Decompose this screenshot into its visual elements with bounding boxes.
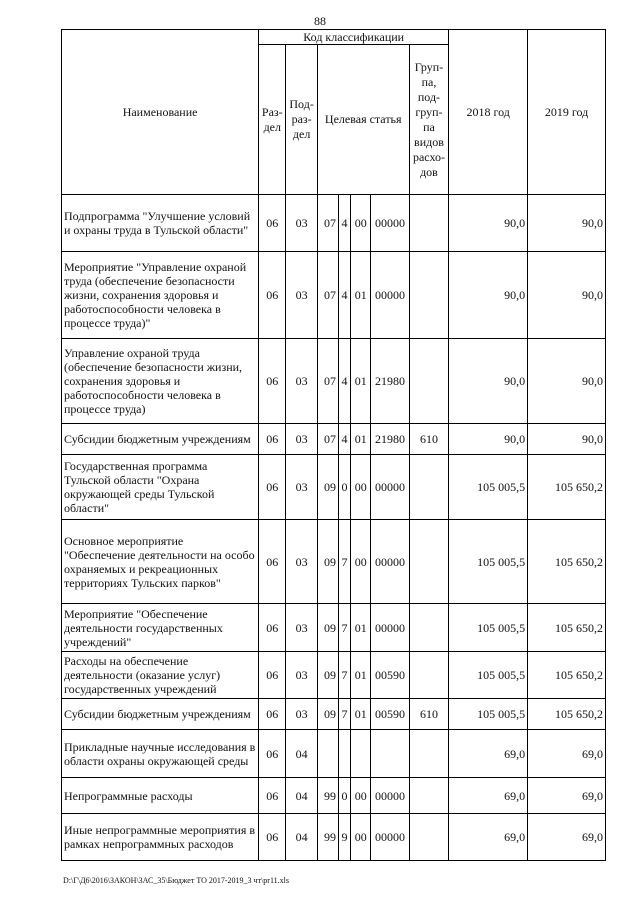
row-amount-2018: 90,0 <box>449 339 528 424</box>
row-razdel: 06 <box>259 652 286 699</box>
row-expense-group <box>409 814 448 861</box>
row-target-event: 01 <box>351 339 371 424</box>
row-name: Расходы на обеспечение деятельности (оказание услуг) государственных учреждений <box>62 652 259 699</box>
row-razdel: 06 <box>259 520 286 604</box>
row-name: Прикладные научные исследования в области охраны окружающей среды <box>62 730 259 778</box>
row-podrazdel: 03 <box>286 699 317 730</box>
row-target-direction: 00590 <box>371 699 409 730</box>
row-expense-group <box>409 339 448 424</box>
table-row <box>62 814 606 861</box>
row-name: Основное мероприятие "Обеспечение деятельности на особо охраняемых и рекреационных территориях Тульских парков" <box>62 520 259 604</box>
row-target-direction: 00000 <box>371 195 409 252</box>
row-target-event <box>351 730 371 778</box>
file-path-footer: D:\Г\Д6\2016\ЗАКОН\ЗАС_35\Бюджет ТО 2017-2019_3 чт\pr11.xls <box>63 876 289 885</box>
row-target-direction: 00000 <box>371 604 409 652</box>
row-target-program: 07 <box>317 424 338 455</box>
row-name: Государственная программа Тульской области "Охрана окружающей среды Тульской области" <box>62 455 259 520</box>
page-number: 88 <box>314 14 326 28</box>
row-target-program: 07 <box>317 339 338 424</box>
row-target-program: 09 <box>317 455 338 520</box>
row-razdel: 06 <box>259 455 286 520</box>
row-name: Мероприятие "Обеспечение деятельности государственных учреждений" <box>62 604 259 652</box>
table-row <box>62 195 606 252</box>
row-amount-2019: 69,0 <box>528 778 606 814</box>
row-podrazdel: 03 <box>286 252 317 339</box>
row-name: Управление охраной труда (обеспечение безопасности жизни, сохранения здоровья и работоспособности человека в процессе труда) <box>62 339 259 424</box>
row-name: Субсидии бюджетным учреждениям <box>62 699 259 730</box>
row-target-program: 09 <box>317 652 338 699</box>
row-target-event: 01 <box>351 652 371 699</box>
row-name: Иные непрограммные мероприятия в рамках непрограммных расходов <box>62 814 259 861</box>
row-target-program: 07 <box>317 252 338 339</box>
row-name: Непрограммные расходы <box>62 778 259 814</box>
row-amount-2018: 105 005,5 <box>449 455 528 520</box>
row-target-subprogram: 9 <box>338 814 350 861</box>
row-target-program: 99 <box>317 778 338 814</box>
row-amount-2018: 90,0 <box>449 424 528 455</box>
row-target-event: 00 <box>351 778 371 814</box>
row-name: Мероприятие "Управление охраной труда (обеспечение безопасности жизни, сохранения здоровья и работоспособности человека в процессе труда)" <box>62 252 259 339</box>
row-target-event: 01 <box>351 604 371 652</box>
row-expense-group <box>409 604 448 652</box>
row-expense-group <box>409 730 448 778</box>
row-podrazdel: 03 <box>286 604 317 652</box>
row-target-direction: 21980 <box>371 424 409 455</box>
row-target-event: 01 <box>351 252 371 339</box>
row-target-event: 01 <box>351 424 371 455</box>
row-expense-group <box>409 778 448 814</box>
row-target-program: 07 <box>317 195 338 252</box>
row-podrazdel: 03 <box>286 424 317 455</box>
row-target-program <box>317 730 338 778</box>
row-amount-2019: 69,0 <box>528 730 606 778</box>
row-amount-2019: 105 650,2 <box>528 699 606 730</box>
row-podrazdel: 04 <box>286 778 317 814</box>
row-target-program: 99 <box>317 814 338 861</box>
header-year-2018: 2018 год <box>449 30 528 195</box>
row-amount-2018: 90,0 <box>449 252 528 339</box>
row-amount-2019: 69,0 <box>528 814 606 861</box>
row-target-program: 09 <box>317 699 338 730</box>
header-expense-group: Груп- па, под- груп- па видов расхо- дов <box>409 45 448 195</box>
row-target-event: 00 <box>351 455 371 520</box>
row-amount-2019: 90,0 <box>528 195 606 252</box>
row-podrazdel: 03 <box>286 520 317 604</box>
row-target-direction: 00000 <box>371 252 409 339</box>
row-amount-2018: 69,0 <box>449 814 528 861</box>
row-target-direction <box>371 730 409 778</box>
row-amount-2019: 90,0 <box>528 339 606 424</box>
table-row <box>62 455 606 520</box>
row-podrazdel: 03 <box>286 652 317 699</box>
table-row <box>62 730 606 778</box>
row-target-subprogram: 0 <box>338 778 350 814</box>
row-target-subprogram: 7 <box>338 520 350 604</box>
row-target-subprogram: 4 <box>338 195 350 252</box>
table-row <box>62 252 606 339</box>
row-target-subprogram: 4 <box>338 339 350 424</box>
row-amount-2019: 105 650,2 <box>528 604 606 652</box>
row-expense-group <box>409 455 448 520</box>
row-razdel: 06 <box>259 424 286 455</box>
row-razdel: 06 <box>259 699 286 730</box>
row-name: Субсидии бюджетным учреждениям <box>62 424 259 455</box>
row-expense-group: 610 <box>409 699 448 730</box>
table-row <box>62 699 606 730</box>
row-razdel: 06 <box>259 339 286 424</box>
header-year-2019: 2019 год <box>528 30 606 195</box>
row-amount-2019: 105 650,2 <box>528 455 606 520</box>
table-row <box>62 424 606 455</box>
row-expense-group: 610 <box>409 424 448 455</box>
row-expense-group <box>409 520 448 604</box>
row-podrazdel: 03 <box>286 339 317 424</box>
row-target-subprogram: 7 <box>338 604 350 652</box>
row-razdel: 06 <box>259 195 286 252</box>
row-podrazdel: 04 <box>286 730 317 778</box>
row-target-subprogram: 7 <box>338 699 350 730</box>
row-target-direction: 00000 <box>371 814 409 861</box>
row-amount-2019: 90,0 <box>528 252 606 339</box>
row-podrazdel: 03 <box>286 195 317 252</box>
row-amount-2019: 105 650,2 <box>528 520 606 604</box>
row-razdel: 06 <box>259 604 286 652</box>
row-target-subprogram: 4 <box>338 424 350 455</box>
row-target-event: 00 <box>351 520 371 604</box>
row-target-program: 09 <box>317 520 338 604</box>
budget-table <box>61 29 606 861</box>
row-target-direction: 00000 <box>371 520 409 604</box>
row-podrazdel: 04 <box>286 814 317 861</box>
row-amount-2018: 69,0 <box>449 778 528 814</box>
row-amount-2019: 105 650,2 <box>528 652 606 699</box>
table-row <box>62 339 606 424</box>
header-name: Наименование <box>62 30 259 195</box>
header-razdel: Раз- дел <box>259 45 286 195</box>
row-razdel: 06 <box>259 252 286 339</box>
row-target-subprogram: 0 <box>338 455 350 520</box>
row-target-program: 09 <box>317 604 338 652</box>
row-amount-2018: 105 005,5 <box>449 699 528 730</box>
table-row <box>62 652 606 699</box>
row-amount-2018: 90,0 <box>449 195 528 252</box>
row-target-direction: 21980 <box>371 339 409 424</box>
row-target-subprogram <box>338 730 350 778</box>
row-name: Подпрограмма "Улучшение условий и охраны труда в Тульской области" <box>62 195 259 252</box>
row-amount-2018: 105 005,5 <box>449 520 528 604</box>
header-podrazdel: Под- раз- дел <box>286 45 317 195</box>
row-razdel: 06 <box>259 814 286 861</box>
row-target-direction: 00000 <box>371 455 409 520</box>
header-classification: Код классификации <box>259 30 449 45</box>
row-target-direction: 00000 <box>371 778 409 814</box>
row-expense-group <box>409 252 448 339</box>
row-target-event: 01 <box>351 699 371 730</box>
row-target-event: 00 <box>351 195 371 252</box>
table-row <box>62 604 606 652</box>
row-podrazdel: 03 <box>286 455 317 520</box>
row-amount-2018: 105 005,5 <box>449 604 528 652</box>
row-amount-2019: 90,0 <box>528 424 606 455</box>
row-expense-group <box>409 652 448 699</box>
row-target-subprogram: 7 <box>338 652 350 699</box>
row-target-subprogram: 4 <box>338 252 350 339</box>
row-target-direction: 00590 <box>371 652 409 699</box>
table-row <box>62 778 606 814</box>
header-target-article: Целевая статья <box>317 45 409 195</box>
row-amount-2018: 105 005,5 <box>449 652 528 699</box>
row-razdel: 06 <box>259 730 286 778</box>
row-razdel: 06 <box>259 778 286 814</box>
table-row <box>62 520 606 604</box>
row-amount-2018: 69,0 <box>449 730 528 778</box>
row-expense-group <box>409 195 448 252</box>
row-target-event: 00 <box>351 814 371 861</box>
